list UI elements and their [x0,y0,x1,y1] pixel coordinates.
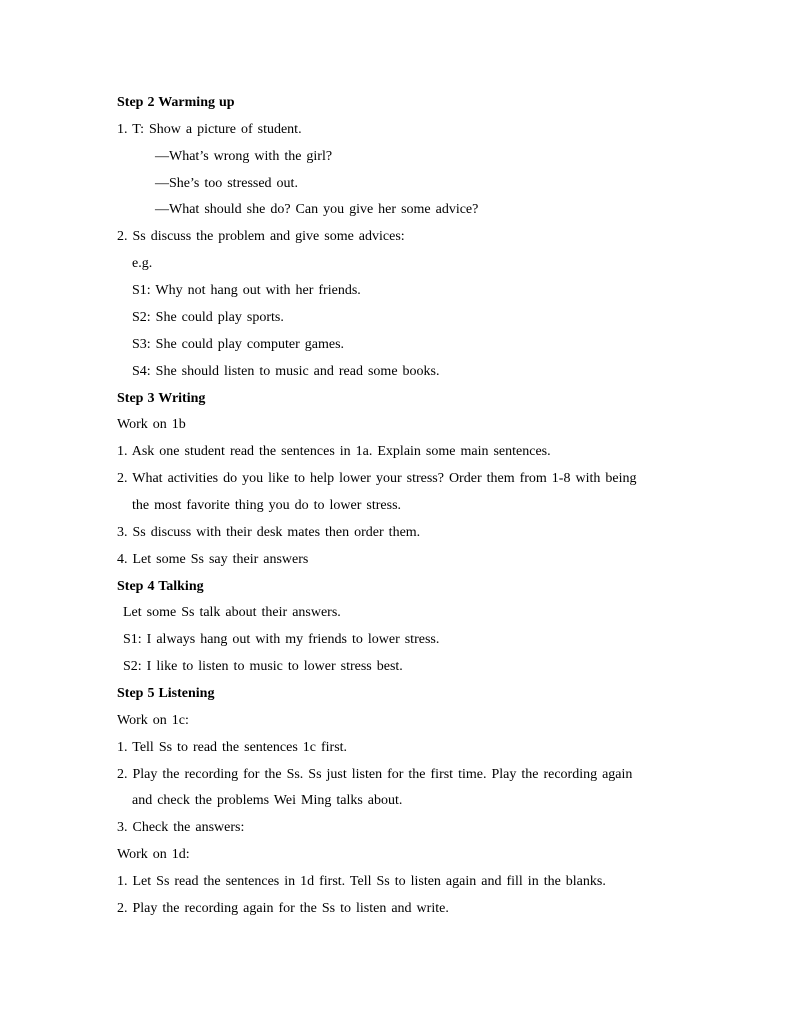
list-item: 2. Play the recording again for the Ss to listen and write. [117,901,449,916]
list-item: 1. Tell Ss to read the sentences 1c first. [117,740,348,755]
list-item-continuation: and check the problems Wei Ming talks about. [132,793,403,808]
step-4-heading: Step 4 Talking [117,579,204,594]
example-line: S2: I like to listen to music to lower stress best. [123,659,403,674]
dialogue-line: —What should she do? Can you give her some advice? [155,202,479,217]
list-item: 2. Play the recording for the Ss. Ss just listen for the first time. Play the recording again [117,767,633,782]
list-item: 1. Let Ss read the sentences in 1d first. Tell Ss to listen again and fill in the blanks. [117,874,606,889]
example-line: S3: She could play computer games. [132,337,345,352]
step-3-heading: Step 3 Writing [117,391,206,406]
list-item: 2. Ss discuss the problem and give some advices: [117,229,405,244]
step-2-heading: Step 2 Warming up [117,95,235,110]
list-item: 3. Ss discuss with their desk mates then order them. [117,525,421,540]
example-line: S2: She could play sports. [132,310,284,325]
example-line: S1: I always hang out with my friends to lower stress. [123,632,440,647]
example-line: S4: She should listen to music and read some books. [132,364,440,379]
talking-instruction: Let some Ss talk about their answers. [123,605,341,620]
list-item: 4. Let some Ss say their answers [117,552,309,567]
work-on-label: Work on 1d: [117,847,190,862]
example-label: e.g. [132,256,153,271]
list-item-continuation: the most favorite thing you do to lower stress. [132,498,402,513]
step-5-heading: Step 5 Listening [117,686,215,701]
example-line: S1: Why not hang out with her friends. [132,283,361,298]
list-item: 1. Ask one student read the sentences in 1a. Explain some main sentences. [117,444,551,459]
work-on-label: Work on 1c: [117,713,189,728]
work-on-label: Work on 1b [117,417,186,432]
list-item: 2. What activities do you like to help lower your stress? Order them from 1-8 with being [117,471,637,486]
list-item: 1. T: Show a picture of student. [117,122,302,137]
list-item: 3. Check the answers: [117,820,245,835]
dialogue-line: —What’s wrong with the girl? [155,149,333,164]
dialogue-line: —She’s too stressed out. [155,176,298,191]
